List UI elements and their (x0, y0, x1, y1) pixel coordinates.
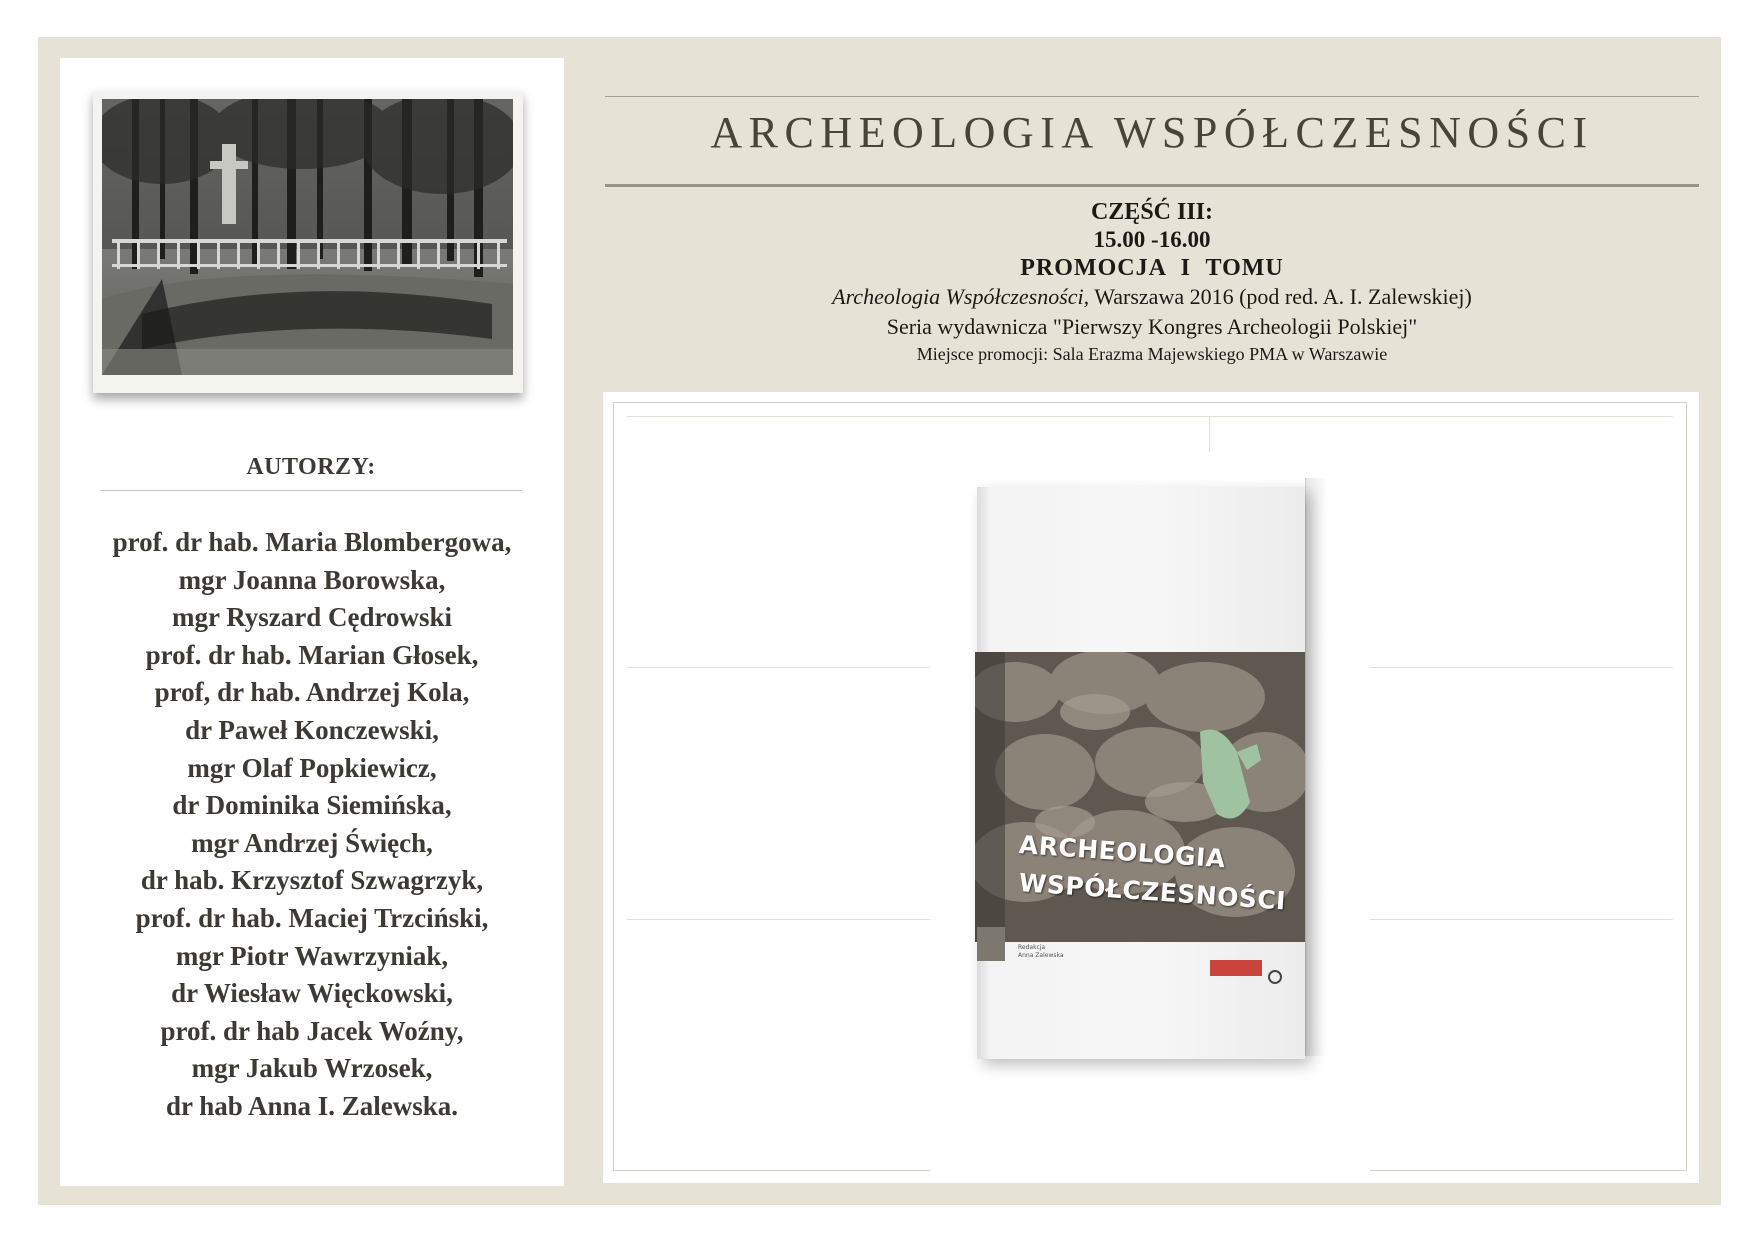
book-page-edge (1305, 478, 1328, 1056)
author-item: dr Dominika Siemińska, (172, 790, 452, 821)
book-cover-strip (977, 927, 1005, 961)
event-info (605, 198, 1699, 367)
grid-line (627, 416, 1673, 417)
grid-line (1209, 416, 1210, 456)
event-book-title: Archeologia Współczesności, (832, 284, 1090, 309)
author-item: prof. dr hab. Maria Blombergowa, (112, 527, 512, 557)
publisher-seal-icon (1268, 970, 1282, 984)
book-editor-label: Redakcja (1018, 944, 1046, 951)
authors-divider (100, 490, 522, 491)
author-item: dr hab. Krzysztof Szwagrzyk, (140, 865, 484, 896)
event-book-details: Warszawa 2016 (pod red. A. I. Zalewskiej) (1089, 284, 1472, 309)
event-venue: Miejsce promocji: Sala Erazma Majewskiego PMA w Warszawie (916, 344, 1388, 364)
author-item: prof. dr hab Jacek Woźny, (160, 1015, 464, 1046)
event-book-line (605, 282, 1699, 312)
event-time: 15.00 -16.00 (1093, 227, 1211, 252)
authors-list (62, 524, 562, 1126)
author-item: prof, dr hab. Andrzej Kola, (154, 677, 470, 708)
title-rule-bottom (605, 184, 1699, 187)
title-rule-top (605, 96, 1699, 97)
author-item: prof. dr hab. Maciej Trzciński, (135, 902, 489, 933)
author-item: mgr Ryszard Cędrowski (171, 602, 453, 633)
author-item: prof. dr hab. Marian Głosek, (145, 639, 479, 670)
event-series: Seria wydawnicza "Pierwszy Kongres Archeologii Polskiej" (886, 314, 1418, 339)
author-item: dr hab Anna I. Zalewska. (165, 1090, 459, 1121)
author-item: mgr Jakub Wrzosek, (191, 1053, 433, 1084)
historic-photo (93, 91, 523, 393)
publisher-logo (1210, 960, 1262, 976)
event-heading: PROMOCJA I TOMU (1020, 255, 1284, 281)
book-cover-title-line1: ARCHEOLOGIA (1017, 830, 1227, 874)
authors-heading: AUTORZY: (246, 454, 376, 480)
book-editor-name: Anna Zalewska (1018, 952, 1064, 959)
event-part: CZĘŚĆ III: (1090, 199, 1214, 225)
book-cover-title-line2: WSPÓŁCZESNOŚCI (1017, 868, 1287, 916)
author-item: mgr Andrzej Święch, (191, 827, 433, 858)
author-item: dr Wiesław Więckowski, (171, 978, 453, 1009)
page-title: ARCHEOLOGIA WSPÓŁCZESNOŚCI (710, 108, 1594, 157)
author-item: mgr Piotr Wawrzyniak, (175, 940, 449, 971)
author-item: mgr Joanna Borowska, (178, 564, 446, 595)
book-cover-editor (1018, 944, 1078, 960)
forest-cemetery-photo (102, 99, 513, 375)
author-item: mgr Olaf Popkiewicz, (187, 752, 437, 783)
author-item: dr Paweł Konczewski, (185, 714, 439, 745)
